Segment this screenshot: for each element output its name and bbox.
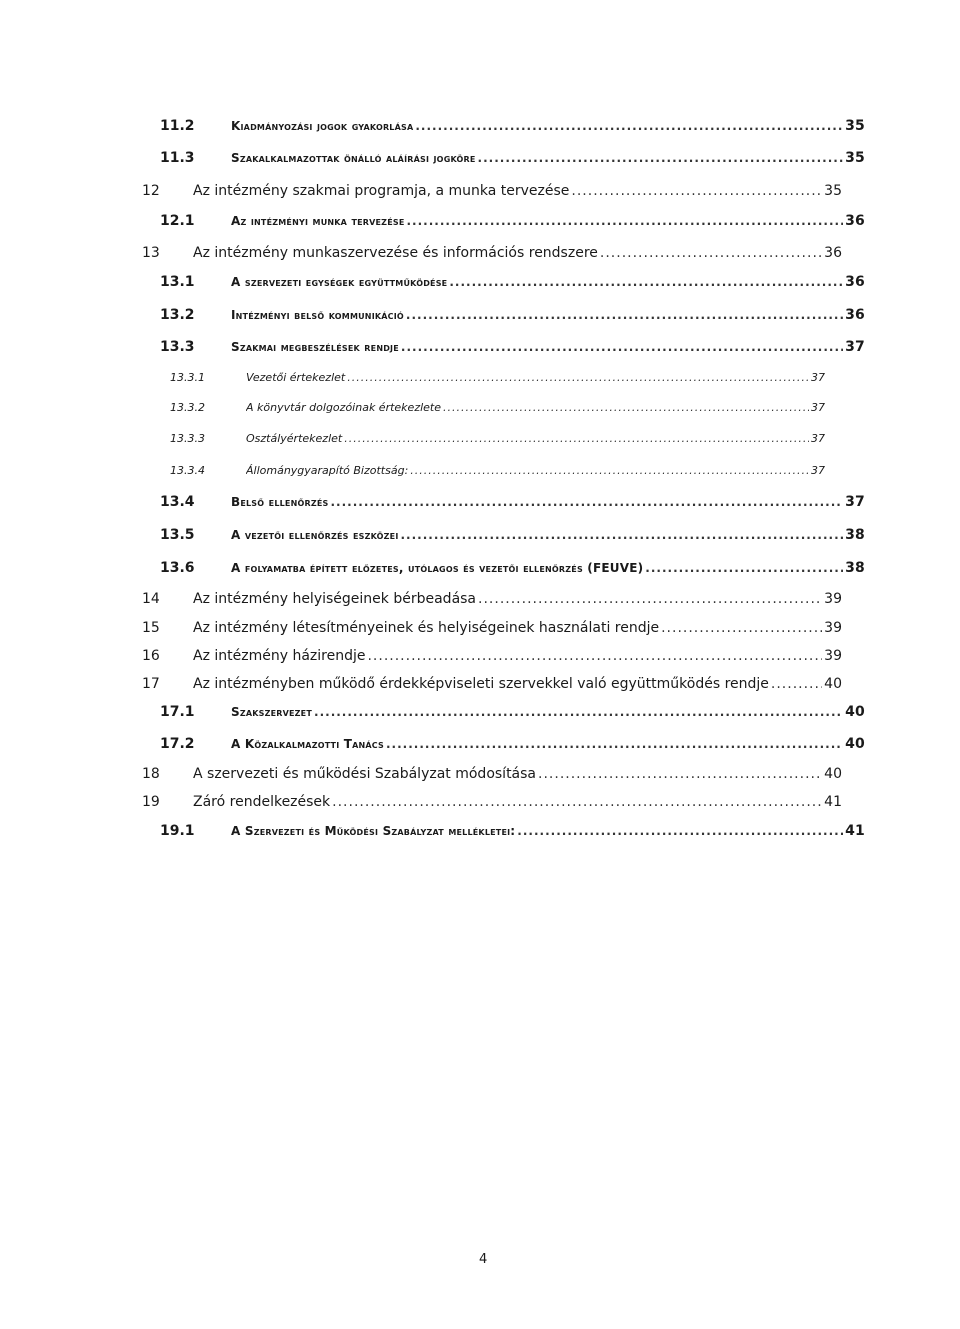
toc-entry-number: 18 <box>142 766 160 782</box>
toc-leader-dots <box>478 146 844 170</box>
toc-entry-number: 11.3 <box>160 150 195 166</box>
toc-entry-page: 36 <box>845 213 865 229</box>
toc-entry-page: 41 <box>824 794 842 810</box>
toc-entry-title: Az intézmény létesítményeinek és helyiségeinek használati rendje <box>193 620 660 636</box>
toc-leader-dots <box>415 114 843 138</box>
toc-entry[interactable] <box>0 790 960 814</box>
toc-leader-dots <box>661 616 822 640</box>
toc-leader-dots <box>410 459 809 483</box>
toc-entry-title: A szervezeti egységek együttműködése <box>231 275 448 289</box>
toc-entry-title: A könyvtár dolgozóinak értekezlete <box>246 401 441 414</box>
toc-entry[interactable] <box>0 114 960 138</box>
toc-leader-dots <box>344 427 809 451</box>
toc-entry-number: 13 <box>142 245 160 261</box>
toc-entry[interactable] <box>0 303 960 327</box>
toc-leader-dots <box>771 672 822 696</box>
toc-entry[interactable] <box>0 490 960 514</box>
toc-entry-page: 37 <box>811 432 825 445</box>
toc-entry-number: 13.3.1 <box>170 371 205 384</box>
toc-entry-number: 13.3 <box>160 339 195 355</box>
toc-leader-dots <box>517 819 843 843</box>
toc-leader-dots <box>347 366 809 390</box>
toc-entry-title: Az intézményi munka tervezése <box>231 214 405 228</box>
toc-leader-dots <box>406 303 843 327</box>
toc-entry[interactable] <box>0 700 960 724</box>
toc-entry-number: 13.3.2 <box>170 401 205 414</box>
toc-entry-number: 19 <box>142 794 160 810</box>
toc-entry-number: 17.1 <box>160 704 195 720</box>
toc-entry-number: 15 <box>142 620 160 636</box>
toc-entry-number: 12.1 <box>160 213 195 229</box>
toc-entry[interactable] <box>0 241 960 265</box>
toc-entry-page: 36 <box>845 307 865 323</box>
toc-entry[interactable] <box>0 459 960 483</box>
toc-entry-number: 13.3.4 <box>170 464 205 477</box>
toc-entry[interactable] <box>0 179 960 203</box>
toc-entry[interactable] <box>0 644 960 668</box>
toc-leader-dots <box>600 241 822 265</box>
toc-entry-page: 35 <box>824 183 842 199</box>
toc-entry[interactable] <box>0 366 960 390</box>
toc-entry[interactable] <box>0 819 960 843</box>
toc-entry-page: 37 <box>811 464 825 477</box>
toc-entry-title: A vezetői ellenőrzés eszközei <box>231 528 399 542</box>
toc-entry-number: 12 <box>142 183 160 199</box>
toc-entry-page: 40 <box>845 736 865 752</box>
toc-entry-number: 17.2 <box>160 736 195 752</box>
toc-entry-page: 37 <box>811 401 825 414</box>
toc-entry-number: 13.3.3 <box>170 432 205 445</box>
toc-entry-page: 40 <box>824 766 842 782</box>
toc-entry-title: Az intézmény munkaszervezése és információs rendszere <box>193 245 598 261</box>
toc-entry-page: 38 <box>845 527 865 543</box>
toc-entry-page: 35 <box>845 118 865 134</box>
toc-entry-title: A folyamatba épített előzetes, utólagos és vezetői ellenőrzés (FEUVE) <box>231 561 644 575</box>
toc-entry-page: 41 <box>845 823 865 839</box>
page-number: 4 <box>479 1252 488 1267</box>
toc-entry-page: 37 <box>811 371 825 384</box>
toc-leader-dots <box>443 396 809 420</box>
toc-entry-number: 13.1 <box>160 274 195 290</box>
toc-entry-title: Kiadmányozási jogok gyakorlása <box>231 119 414 133</box>
toc-entry-page: 39 <box>824 648 842 664</box>
toc-leader-dots <box>401 523 844 547</box>
toc-entry-number: 19.1 <box>160 823 195 839</box>
toc-entry[interactable] <box>0 146 960 170</box>
toc-entry-title: Intézményi belső kommunikáció <box>231 308 404 322</box>
toc-entry-title: Az intézményben működő érdekképviseleti szervekkel való együttműködés rendje <box>193 676 769 692</box>
toc-entry[interactable] <box>0 587 960 611</box>
toc-leader-dots <box>645 556 843 580</box>
toc-entry-title: A Közalkalmazotti Tanács <box>231 737 384 751</box>
toc-entry-page: 40 <box>824 676 842 692</box>
toc-entry[interactable] <box>0 762 960 786</box>
toc-entry-title: Belső ellenőrzés <box>231 495 329 509</box>
toc-entry[interactable] <box>0 270 960 294</box>
toc-leader-dots <box>386 732 843 756</box>
toc-entry-title: Az intézmény szakmai programja, a munka tervezése <box>193 183 570 199</box>
toc-entry-title: Állománygyarapító Bizottság: <box>246 464 409 477</box>
toc-entry-number: 11.2 <box>160 118 195 134</box>
toc-leader-dots <box>314 700 843 724</box>
toc-entry-number: 13.2 <box>160 307 195 323</box>
toc-entry-title: Záró rendelkezések <box>193 794 331 810</box>
toc-entry-title: Az intézmény helyiségeinek bérbeadása <box>193 591 477 607</box>
toc-entry-title: Vezetői értekezlet <box>246 371 346 384</box>
toc-entry-title: Szakmai megbeszélések rendje <box>231 340 399 354</box>
toc-entry[interactable] <box>0 556 960 580</box>
toc-entry-page: 38 <box>845 560 865 576</box>
toc-entry-page: 39 <box>824 620 842 636</box>
toc-entry[interactable] <box>0 523 960 547</box>
toc-entry-number: 13.4 <box>160 494 195 510</box>
toc-leader-dots <box>332 790 822 814</box>
toc-entry[interactable] <box>0 427 960 451</box>
toc-entry-number: 16 <box>142 648 160 664</box>
toc-entry[interactable] <box>0 335 960 359</box>
toc-entry-page: 37 <box>845 339 865 355</box>
toc-entry-number: 14 <box>142 591 160 607</box>
toc-leader-dots <box>538 762 822 786</box>
toc-entry-page: 37 <box>845 494 865 510</box>
toc-leader-dots <box>406 209 843 233</box>
toc-entry-number: 13.6 <box>160 560 195 576</box>
toc-leader-dots <box>571 179 822 203</box>
toc-entry-title: A Szervezeti és Működési Szabályzat mellékletei: <box>231 824 516 838</box>
toc-leader-dots <box>449 270 843 294</box>
toc-entry-title: Osztályértekezlet <box>246 432 343 445</box>
toc-entry[interactable] <box>0 672 960 696</box>
toc-leader-dots <box>401 335 843 359</box>
toc-entry-title: Szakszervezet <box>231 705 313 719</box>
toc-entry-page: 35 <box>845 150 865 166</box>
toc-leader-dots <box>330 490 843 514</box>
toc-entry-page: 40 <box>845 704 865 720</box>
toc-entry-number: 13.5 <box>160 527 195 543</box>
toc-entry[interactable] <box>0 209 960 233</box>
toc-entry-page: 36 <box>824 245 842 261</box>
toc-entry[interactable] <box>0 616 960 640</box>
toc-leader-dots <box>478 587 822 611</box>
toc-leader-dots <box>367 644 822 668</box>
toc-entry-title: Szakalkalmazottak önálló aláírási jogköre <box>231 151 476 165</box>
toc-entry-page: 36 <box>845 274 865 290</box>
toc-entry[interactable] <box>0 732 960 756</box>
toc-entry-title: Az intézmény házirendje <box>193 648 366 664</box>
toc-entry-title: A szervezeti és működési Szabályzat módosítása <box>193 766 537 782</box>
toc-entry-number: 17 <box>142 676 160 692</box>
toc-entry[interactable] <box>0 396 960 420</box>
toc-entry-page: 39 <box>824 591 842 607</box>
